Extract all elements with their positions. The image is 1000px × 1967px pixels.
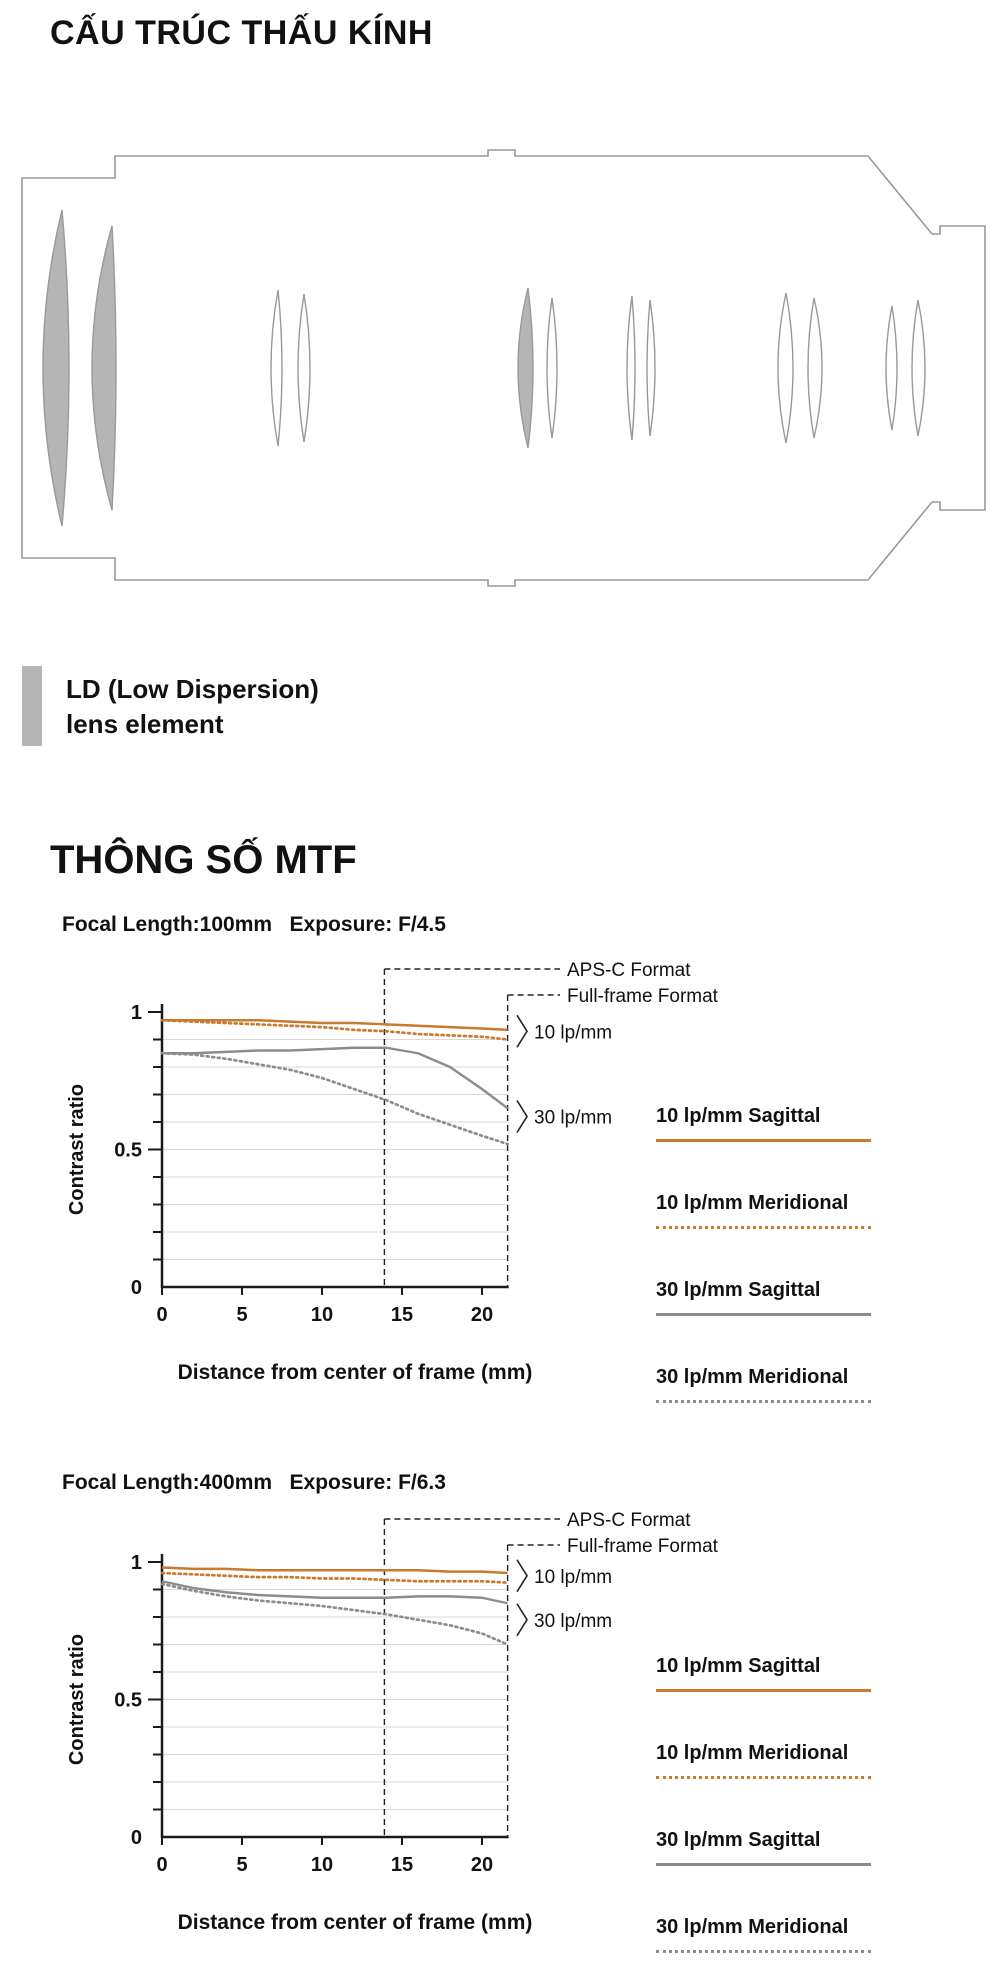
mtf-chart-400mm [55, 1507, 755, 1907]
legend-line-solid [656, 1313, 871, 1316]
legend-label: 30 lp/mm Meridional [656, 1916, 849, 1938]
legend-label: 10 lp/mm Meridional [656, 1192, 849, 1214]
legend-line-dotted [656, 1226, 871, 1229]
legend-item [656, 1829, 871, 1866]
chart1-xaxis-title: Distance from center of frame (mm) [177, 1361, 533, 1384]
chart2-xaxis-title: Distance from center of frame (mm) [177, 1911, 533, 1934]
x-tick-label: 10 [310, 1304, 334, 1326]
ld-legend [22, 666, 1000, 746]
legend-label: 10 lp/mm Meridional [656, 1742, 849, 1764]
chart2-legend [656, 1655, 871, 1953]
legend-line-solid [656, 1139, 871, 1142]
lens-element [547, 298, 557, 438]
y-tick-label: 0.5 [114, 1689, 142, 1712]
lens-element [912, 300, 925, 436]
legend-item [656, 1105, 871, 1142]
lens-element-ld [92, 226, 116, 510]
lens-element [886, 306, 897, 430]
ld-swatch [22, 666, 42, 746]
y-tick-label: 0 [130, 1827, 142, 1849]
lens-element [808, 298, 822, 438]
group-label: 10 lp/mm [534, 1566, 613, 1588]
legend-item [656, 1366, 871, 1403]
legend-line-dotted [656, 1776, 871, 1779]
mtf-heading: THÔNG SỐ MTF [50, 838, 357, 882]
lens-element-ld [518, 288, 533, 448]
x-tick-label: 5 [236, 1854, 248, 1876]
brace-icon [517, 1015, 527, 1047]
x-tick-label: 10 [310, 1854, 334, 1876]
x-tick-label: 0 [156, 1854, 168, 1876]
lens-element-ld [43, 210, 69, 526]
legend-line-dotted [656, 1400, 871, 1403]
y-axis-title: Contrast ratio [66, 1083, 88, 1216]
y-tick-label: 1 [130, 1002, 142, 1024]
legend-line-solid [656, 1689, 871, 1692]
x-tick-label: 0 [156, 1304, 168, 1326]
mtf-curve [162, 1568, 508, 1574]
brace-icon [517, 1560, 527, 1592]
lens-construction-diagram [0, 148, 1000, 588]
x-tick-label: 20 [470, 1854, 494, 1876]
legend-item [656, 1279, 871, 1316]
lens-element [298, 294, 310, 442]
format-label: APS-C Format [567, 1510, 691, 1531]
brace-icon [517, 1604, 527, 1636]
lens-element [647, 300, 655, 436]
y-axis-title: Contrast ratio [66, 1633, 88, 1766]
format-label: Full-frame Format [567, 986, 718, 1007]
y-tick-label: 1 [130, 1552, 142, 1574]
x-tick-label: 5 [236, 1304, 248, 1326]
y-tick-label: 0.5 [114, 1139, 142, 1162]
legend-item [656, 1655, 871, 1692]
x-tick-label: 15 [390, 1304, 414, 1326]
legend-label: 10 lp/mm Sagittal [656, 1655, 821, 1677]
legend-label: 10 lp/mm Sagittal [656, 1105, 821, 1127]
legend-line-solid [656, 1863, 871, 1866]
lens-element [627, 296, 635, 440]
lens-barrel-outline [22, 150, 985, 586]
x-tick-label: 15 [390, 1854, 414, 1876]
legend-item [656, 1192, 871, 1229]
x-tick-label: 20 [470, 1304, 494, 1326]
y-tick-label: 0 [130, 1277, 142, 1299]
legend-label: 30 lp/mm Meridional [656, 1366, 849, 1388]
chart1-subtitle: Focal Length:100mm Exposure: F/4.5 [62, 913, 446, 936]
group-label: 30 lp/mm [534, 1610, 613, 1632]
page-title: CẤU TRÚC THẤU KÍNH [50, 14, 433, 52]
lens-element [778, 293, 793, 443]
group-label: 30 lp/mm [534, 1107, 613, 1129]
mtf-curve [162, 1581, 508, 1603]
mtf-curve [162, 1584, 508, 1645]
mtf-chart-100mm [55, 957, 755, 1357]
legend-label: 30 lp/mm Sagittal [656, 1279, 821, 1301]
lens-element [271, 290, 282, 446]
brace-icon [517, 1101, 527, 1133]
ld-legend-line2: lens element [66, 709, 224, 740]
format-label: Full-frame Format [567, 1536, 718, 1557]
legend-label: 30 lp/mm Sagittal [656, 1829, 821, 1851]
chart1-legend [656, 1105, 871, 1403]
mtf-curve [162, 1573, 508, 1583]
format-label: APS-C Format [567, 960, 691, 981]
ld-legend-line1: LD (Low Dispersion) [66, 674, 319, 704]
legend-item [656, 1916, 871, 1953]
chart2-subtitle: Focal Length:400mm Exposure: F/6.3 [62, 1471, 446, 1494]
group-label: 10 lp/mm [534, 1022, 613, 1044]
ld-legend-text [66, 666, 319, 742]
legend-item [656, 1742, 871, 1779]
